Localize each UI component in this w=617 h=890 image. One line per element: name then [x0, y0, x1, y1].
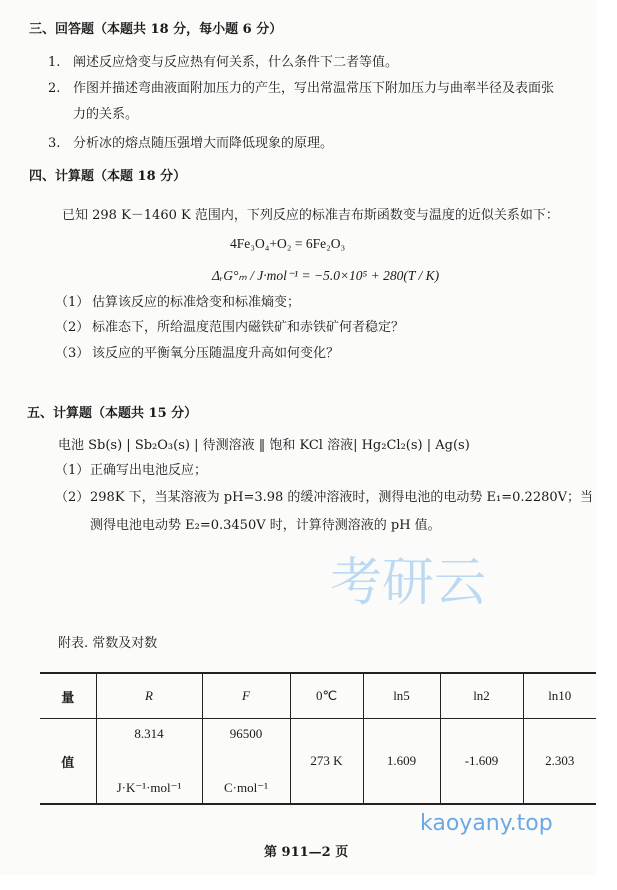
- q5-2-text: 298K 下，当某溶液为 pH=3.98 的缓冲溶液时，测得电池的电动势 E₁=0.2280V；当: [90, 490, 594, 505]
- cell-ln2: -1.609: [440, 719, 523, 805]
- watermark-logo: 考研云: [330, 553, 487, 613]
- header-F: F: [202, 673, 290, 719]
- cell-R: [96, 719, 202, 805]
- q3-1-num: 1.: [48, 55, 61, 70]
- header-quantity: 量: [40, 673, 96, 719]
- q5-1-text: 正确写出电池反应；: [90, 463, 208, 478]
- q4-1-num: （1）: [55, 295, 90, 310]
- q3-3-num: 3.: [48, 136, 61, 151]
- header-R: R: [96, 673, 202, 719]
- q4-1-text: 估算该反应的标准焓变和标准熵变；: [92, 295, 301, 310]
- q3-2-num: 2.: [48, 81, 61, 96]
- q4-3-num: （3）: [55, 346, 90, 361]
- q5-2-num: （2）: [55, 490, 90, 505]
- q5-1-num: （1）: [55, 463, 90, 478]
- reaction-equation: 4Fe₃O₄+O₂ = 6Fe₂O₃: [230, 236, 346, 251]
- q4-3-text: 该反应的平衡氧分压随温度升高如何变化？: [92, 346, 340, 361]
- q3-3-text: 分析冰的熔点随压强增大而降低现象的原理。: [73, 136, 334, 151]
- q4-2-text: 标准态下，所给温度范围内磁铁矿和赤铁矿何者稳定？: [92, 320, 405, 335]
- appendix-title: 附表. 常数及对数: [58, 636, 158, 651]
- cell-ln10: 2.303: [523, 719, 596, 805]
- q3-2-text: 作图并描述弯曲液面附加压力的产生，写出常温常压下附加压力与曲率半径及表面张: [73, 81, 555, 96]
- page-number: 第 911—2 页: [264, 845, 349, 860]
- gibbs-equation: ΔᵣG°ₘ / J·mol⁻¹ = −5.0×10⁵ + 280(T / K): [212, 268, 440, 283]
- table-header-row: [40, 673, 596, 719]
- cell-0c: 273 K: [290, 719, 363, 805]
- cell-F: [202, 719, 290, 805]
- table-value-row: [40, 719, 596, 805]
- section-4-intro: 已知 298 K－1460 K 范围内，下列反应的标准吉布斯函数变与温度的近似关系如下：: [62, 208, 559, 223]
- R-value: 8.314: [134, 726, 164, 741]
- R-unit: J·K⁻¹·mol⁻¹: [116, 780, 182, 795]
- q4-2-num: （2）: [55, 320, 90, 335]
- header-ln10: ln10: [523, 673, 596, 719]
- F-unit: C·mol⁻¹: [224, 780, 268, 795]
- q3-2-text-cont: 力的关系。: [73, 107, 139, 122]
- header-0c: 0℃: [290, 673, 363, 719]
- cell-ln5: 1.609: [363, 719, 440, 805]
- header-ln5: ln5: [363, 673, 440, 719]
- q5-2-text-cont: 测得电池电动势 E₂=0.3450V 时，计算待测溶液的 pH 值。: [90, 518, 441, 533]
- watermark-url: kaoyany.top: [420, 811, 553, 836]
- section-5-title: 五、计算题（本题共 15 分）: [27, 406, 198, 421]
- section-4-title: 四、计算题（本题 18 分）: [29, 169, 187, 184]
- q3-1-text: 阐述反应焓变与反应热有何关系，什么条件下二者等值。: [73, 55, 399, 70]
- row-label-value: 值: [40, 719, 96, 805]
- section-3-title: 三、回答题（本题共 18 分，每小题 6 分）: [29, 22, 283, 37]
- constants-table: [40, 672, 596, 805]
- cell-notation: 电池 Sb(s) | Sb₂O₃(s) | 待测溶液 ‖ 饱和 KCl 溶液| Hg₂Cl₂(s) | Ag(s): [58, 438, 470, 453]
- F-value: 96500: [229, 726, 263, 741]
- header-ln2: ln2: [440, 673, 523, 719]
